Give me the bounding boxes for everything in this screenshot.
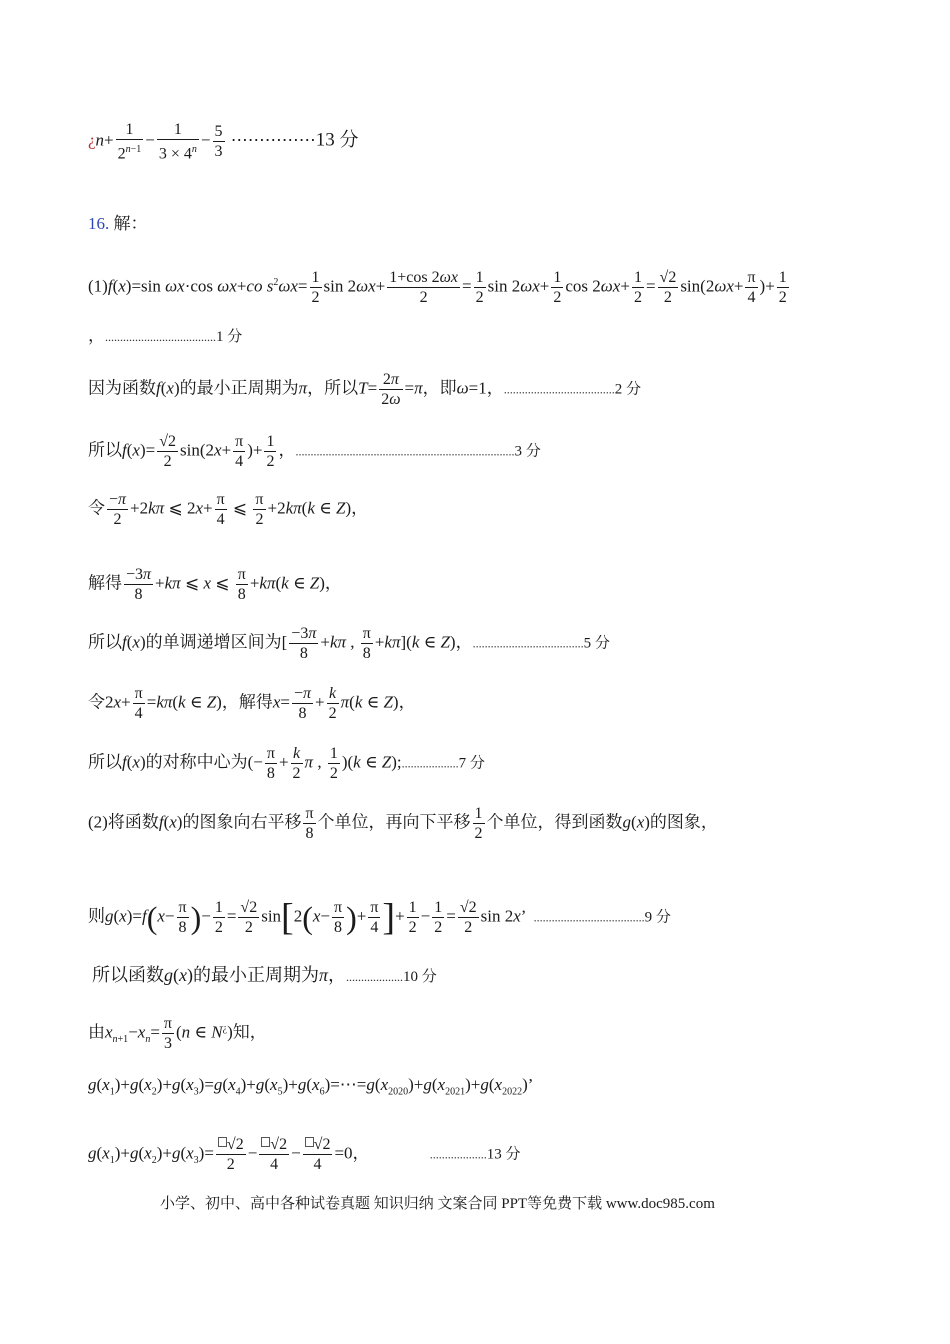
step-2-text-c: ，所以 [307, 378, 359, 398]
step-8-text-b: 的对称中心为 [145, 752, 248, 772]
step-9-text-a: (2)将函数 [88, 812, 159, 832]
score-3: 3 分 [514, 443, 541, 460]
score-2: 2 分 [614, 381, 642, 398]
step-6-text-b: 的单调递增区间为 [145, 632, 282, 652]
step-12: 由$x_{n+1}-x_n=$ $\frac{\pi}{3}$ (n ∈ N¿)知， [88, 1015, 267, 1052]
step-12-text-a: 由 [88, 1022, 105, 1042]
step-8-text-a: 所以 [88, 752, 122, 772]
step-14: $g(x_1)+g(x_2)+g(x_3)=$ $\frac{√2}{2}$ − $\frac{√2}{4}$ − $\frac{√2}{4}$ =0， ...................13 分 [88, 1136, 521, 1173]
step-10: 则g(x)=f(x− $\frac{\pi}{8}$ )− $\frac{1}{2}$ = $\frac{√2}{2}$ sin[2(x− $\frac{\pi}{8}$ )+ $\frac{\pi}{4}$ ]+ $\frac{1}{2}$ − $\frac{1}{2}$ = $\frac{√2}{2}$ sin 2x’ .....................................9 分 [88, 896, 671, 939]
score-1: 1 分 [216, 329, 243, 345]
step-12-text-b: 知， [232, 1022, 267, 1042]
step-5: 解得 $\frac{-3\pi}{8}$ +kπ ⩽ x ⩽ $\frac{\pi}{8}$ +kπ(k ∈ Z)， [88, 566, 342, 603]
problem-label: 解： [113, 214, 148, 233]
problem-number: 16. [88, 214, 110, 233]
step-4-text: 令 [88, 498, 105, 518]
step-1-formula: (1)f(x)=sin ωx·cos ωx+co $s^2\omega x=$ $\frac{1}{2}$ sin 2ωx+ $\frac{1+\cos 2\omega x}{2}$ = $\frac{1}{2}$ sin 2ωx+ $\frac{1}{2}$ cos 2ωx+ $\frac{1}{2}$ = $\frac{√2}{2}$ sin(2ωx+ $\frac{\pi}{4}$ )+ $\frac{1}{2}$ [88, 269, 787, 306]
step-4: 令 $\frac{-\pi}{2}$ +2kπ ⩽ 2x+ $\frac{\pi}{4}$ ⩽ $\frac{\pi}{2}$ +2kπ(k ∈ Z)， [88, 491, 369, 528]
score-13: 13 分 [486, 1146, 521, 1163]
step-10-text: 则 [88, 906, 105, 926]
step-11-text-b: 的最小正周期为 [193, 965, 319, 985]
score-10: 10 分 [403, 969, 437, 985]
step-6: 所以f(x)的单调递增区间为[ $\frac{-3\pi}{8}$ +kπ , $\frac{\pi}{8}$ +kπ](k ∈ Z)，.....................................5 分 [88, 625, 610, 662]
step-9-text-c: 个单位，再向下平移 [317, 812, 471, 832]
step-2-text-b: 的最小正周期为 [179, 378, 299, 398]
step-11: 所以函数g(x)的最小正周期为π，...................10 分 [92, 965, 437, 985]
score-9: 9 分 [644, 909, 671, 926]
step-7-text-b: ，解得 [221, 692, 273, 712]
step-9-text-b: 的图象向右平移 [182, 812, 302, 832]
step-7-text-a: 令 [88, 692, 105, 712]
step-9: (2)将函数f(x)的图象向右平移 $\frac{\pi}{8}$ 个单位，再向下平移 $\frac{1}{2}$ 个单位，得到函数g(x)的图象， [88, 805, 718, 842]
step-6-text-a: 所以 [88, 632, 122, 652]
step-2-text-a: 因为函数 [88, 378, 156, 398]
problem-header [88, 214, 148, 234]
step-3: 所以f(x)= $\frac{√2}{2}$ sin(2x+ $\frac{\pi}{4}$ )+ $\frac{1}{2}$ ，.........................................................................3 分 [88, 433, 541, 470]
score-7: 7 分 [458, 755, 485, 772]
score-5: 5 分 [583, 635, 610, 652]
step-7: 令2x+ $\frac{\pi}{4}$ =kπ(k ∈ Z)，解得x= $\frac{-\pi}{8}$ + $\frac{k}{2}$ π(k ∈ Z)， [88, 685, 416, 722]
score-13-top: 13 分 [315, 129, 359, 151]
step-2: 因为函数f(x)的最小正周期为π，所以T= $\frac{2\pi}{2\omega}$ =π，即ω=1，.....................................2 分 [88, 371, 642, 408]
step-1-score-line: ，.....................................1 分 [88, 326, 243, 345]
step-13: $g(x_1)+g(x_2)+g(x_3)=g(x_4)+g(x_5)+g(x_6)=\cdots=g(x_{2020})+g(x_{2021})+g(x_{2022})$’ [88, 1075, 534, 1098]
step-5-text: 解得 [88, 573, 122, 593]
formula-line-top: ¿n+ $\frac{1}{2^{n-1}}$ − $\frac{1}{3 \times 4^n}$ − $\frac{5}{3}$ ⋯⋯⋯⋯⋯13 分 [88, 121, 359, 163]
step-3-text: 所以 [88, 440, 122, 460]
step-9-text-d: 个单位，得到函数 [486, 812, 623, 832]
step-11-text-a: 所以函数 [92, 965, 164, 985]
lead-glyph: ¿ [88, 130, 96, 150]
step-9-text-e: 的图象， [649, 812, 718, 832]
footer-text: 小学、初中、高中各种试卷真题 知识归纳 文案合同 PPT等免费下载 www.doc985.com [160, 1196, 715, 1212]
step-2-text-d: ，即 [422, 378, 457, 398]
step-8: 所以f(x)的对称中心为(− $\frac{\pi}{8}$ + $\frac{k}{2}$ π , $\frac{1}{2}$ )(k ∈ Z);...................7 分 [88, 745, 485, 782]
